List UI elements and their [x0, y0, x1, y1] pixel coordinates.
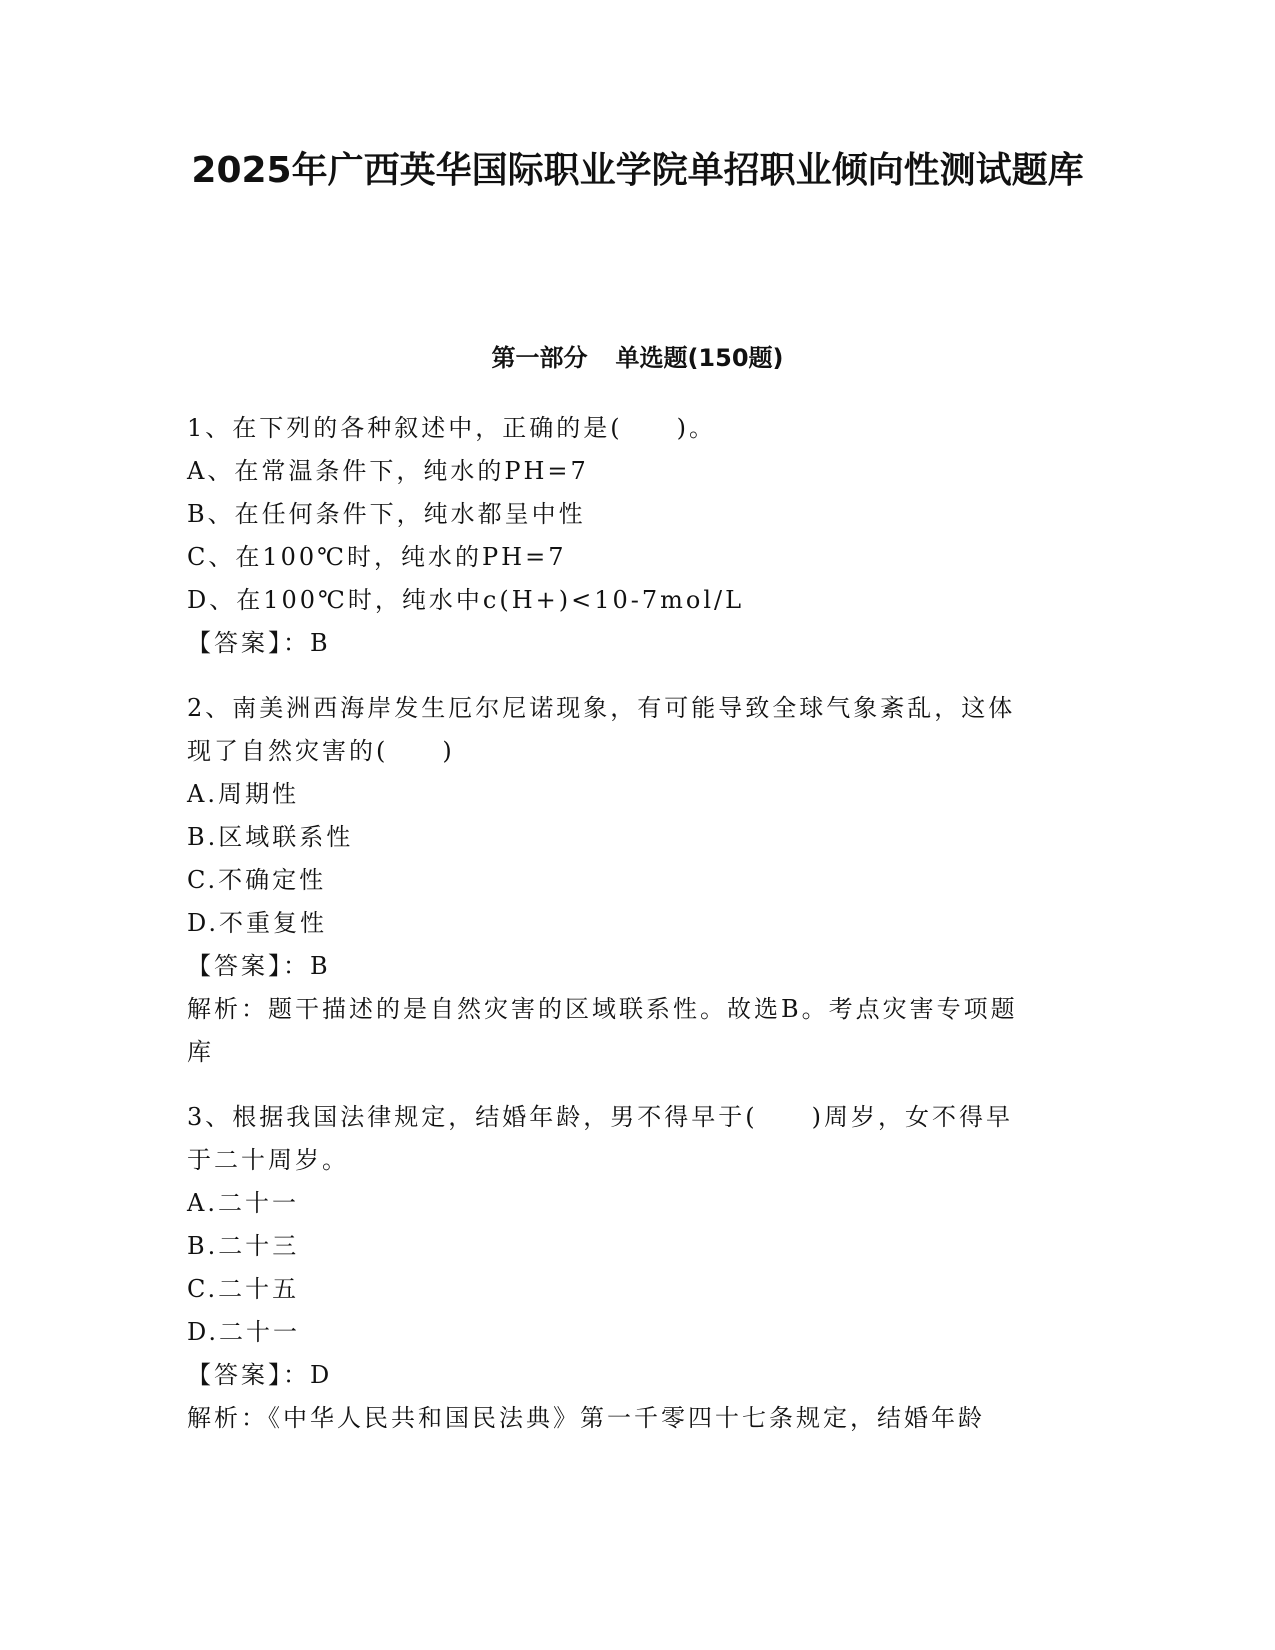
answer: 【答案】：B: [187, 629, 331, 657]
analysis-line-2: 库: [187, 1038, 214, 1066]
option-c: C、在100℃时，纯水的PH=7: [187, 543, 567, 571]
option-b: B.二十三: [187, 1232, 300, 1260]
question-list: [187, 407, 1087, 1440]
question-3: [187, 1096, 1087, 1440]
option-c: C.不确定性: [187, 866, 327, 894]
option-b: B、在任何条件下，纯水都呈中性: [187, 500, 586, 528]
question-stem: 1、在下列的各种叙述中，正确的是( )。: [187, 414, 716, 442]
question-stem-line-1: 3、根据我国法律规定，结婚年龄，男不得早于( )周岁，女不得早: [187, 1103, 1013, 1131]
question-spacer: [187, 665, 1087, 687]
option-a: A.二十一: [187, 1189, 299, 1217]
analysis-line-1: 解析：《中华人民共和国民法典》第一千零四十七条规定，结婚年龄: [187, 1404, 985, 1432]
section-name: 单选题(150题): [615, 344, 784, 372]
option-b: B.区域联系性: [187, 823, 354, 851]
answer: 【答案】：D: [187, 1361, 333, 1389]
section-heading: [150, 340, 1125, 376]
answer: 【答案】：B: [187, 952, 331, 980]
option-a: A、在常温条件下，纯水的PH=7: [187, 457, 589, 485]
question-2: [187, 687, 1087, 1074]
section-part: 第一部分: [491, 344, 588, 372]
question-stem-line-2: 现了自然灾害的( ): [187, 737, 455, 765]
question-stem-line-2: 于二十周岁。: [187, 1146, 349, 1174]
option-d: D.不重复性: [187, 909, 328, 937]
document-title: [150, 145, 1125, 197]
question-spacer: [187, 1074, 1087, 1096]
question-1: [187, 407, 1087, 665]
analysis-line-1: 解析：题干描述的是自然灾害的区域联系性。故选B。考点灾害专项题: [187, 995, 1018, 1023]
option-d: D.二十一: [187, 1318, 301, 1346]
option-a: A.周期性: [187, 780, 299, 808]
question-stem-line-1: 2、南美洲西海岸发生厄尔尼诺现象，有可能导致全球气象紊乱，这体: [187, 694, 1016, 722]
document-title-text: 2025年广西英华国际职业学院单招职业倾向性测试题库: [191, 150, 1084, 191]
option-c: C.二十五: [187, 1275, 300, 1303]
option-d: D、在100℃时，纯水中c(H+)<10-7mol/L: [187, 586, 745, 614]
